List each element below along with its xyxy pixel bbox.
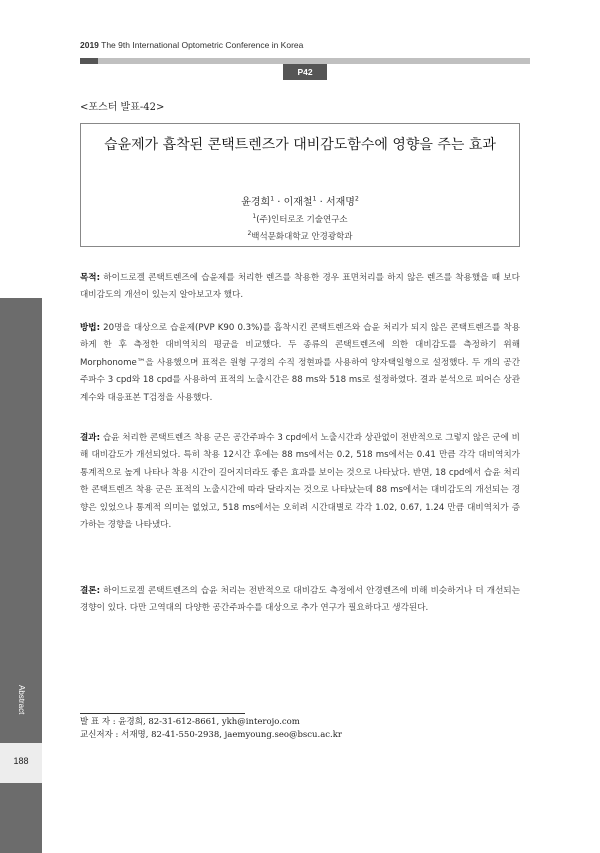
author-name: 서재명 <box>325 197 355 208</box>
conference-header <box>80 40 303 50</box>
affiliation-sup: 1 <box>252 213 257 221</box>
poster-label: <포스터 발표-42> <box>80 102 165 113</box>
sidebar-label: Abstract <box>17 685 26 715</box>
section-body: 하이드로겔 콘택트렌즈에 습윤제를 처리한 렌즈를 착용한 경우 표면처리를 하지 않은 렌즈를 착용했을 때 보다 대비감도의 개선이 있는지 알아보고자 했다. <box>80 273 520 301</box>
conference-name: The 9th International Optometric Conference in Korea <box>101 40 304 50</box>
section-heading: 목적: <box>80 273 101 283</box>
page-number: 188 <box>13 756 29 766</box>
author-name: 이재철 <box>283 197 313 208</box>
title-box <box>80 123 520 247</box>
poster-id-badge: P42 <box>283 64 327 80</box>
author-sup: 1 <box>270 195 275 203</box>
author-separator: · <box>316 197 326 208</box>
conference-year: 2019 <box>80 40 99 50</box>
section-body: 20명을 대상으로 습윤제(PVP K90 0.3%)를 흡착시킨 콘택트렌즈와 습윤 처리가 되지 않은 콘택트렌즈를 착용하게 한 후 측정한 대비역치의 평균을 비교했다. 두 종류의 콘택트렌즈에 의한 대비감도를 측정하기 위해 Morphonome™을 사용했으며 표적은 원형 구경의 수직 정현파를 사용하여 양자택일형으로 설정했다. 두 개의 공간주파수 3 cpd와 18 cpd를 사용하여 표적의 노출시간은 88 ms와 518 ms로 설정하였다. 결과 분석으로 피어슨 상관계수와 대응표본 T검정을 사용했다. <box>80 323 520 403</box>
affiliation <box>81 213 519 225</box>
author-name: 윤경희 <box>241 197 271 208</box>
result-section <box>80 430 520 534</box>
paper-title: 습윤제가 흡착된 콘택트렌즈가 대비감도함수에 영향을 주는 효과 <box>104 137 496 153</box>
section-heading: 결론: <box>80 586 101 596</box>
sidebar-bottom <box>0 783 42 853</box>
conclusion-section <box>80 583 520 618</box>
author-list <box>81 193 519 208</box>
header-rule-dark <box>80 58 98 64</box>
footnote-rule <box>80 713 245 714</box>
affiliation-text: (주)인터로조 기술연구소 <box>256 215 348 225</box>
method-section <box>80 320 520 407</box>
affiliation <box>81 230 519 242</box>
author-sup: 1 <box>312 195 317 203</box>
affiliation-text: 백석문화대학교 안경광학과 <box>251 232 353 242</box>
author-separator: · <box>274 197 284 208</box>
section-heading: 방법: <box>80 323 101 333</box>
section-body: 습윤 처리한 콘택트렌즈 착용 군은 공간주파수 3 cpd에서 노출시간과 상관없이 전반적으로 그렇지 않은 군에 비해 대비감도가 개선되었다. 특히 착용 12시간 후에는 88 ms에서는 0.2, 518 ms에서는 0.41 만큼 각각 대비역치가 통계적으로 높게 나타나 착용 시간이 길어지더라도 좋은 효과를 보이는 것으로 나타났다. 반면, 18 cpd에서 습윤 처리한 콘택트렌즈 착용 군은 표적의 노출시간에 따라 달라지는 것으로 나타났는데 88 ms에서는 대비감도의 개선되는 경향은 있었으나 통계적 의미는 없었고, 518 ms에서는 오히려 시간대별로 각각 1.02, 0.67, 1.24 만큼 대비역치가 증가하는 경향을 나타냈다. <box>80 433 520 531</box>
purpose-section <box>80 270 520 305</box>
author-sup: 2 <box>354 195 359 203</box>
presenter-footnote: 발 표 자 : 윤경희, 82-31-612-8661, ykh@interojo.com <box>80 717 300 727</box>
section-body: 하이드로겔 콘택트렌즈의 습윤 처리는 전반적으로 대비감도 측정에서 안경렌즈에 비해 비슷하거나 더 개선되는 경향이 있다. 다만 고역대의 다양한 공간주파수를 대상으로 추가 연구가 필요하다고 생각된다. <box>80 586 520 614</box>
section-heading: 결과: <box>80 433 101 443</box>
affiliation-sup: 2 <box>247 230 252 238</box>
corresponding-footnote: 교신저자 : 서재명, 82-41-550-2938, jaemyoung.seo@bscu.ac.kr <box>80 730 342 740</box>
sidebar-tab <box>0 298 42 743</box>
